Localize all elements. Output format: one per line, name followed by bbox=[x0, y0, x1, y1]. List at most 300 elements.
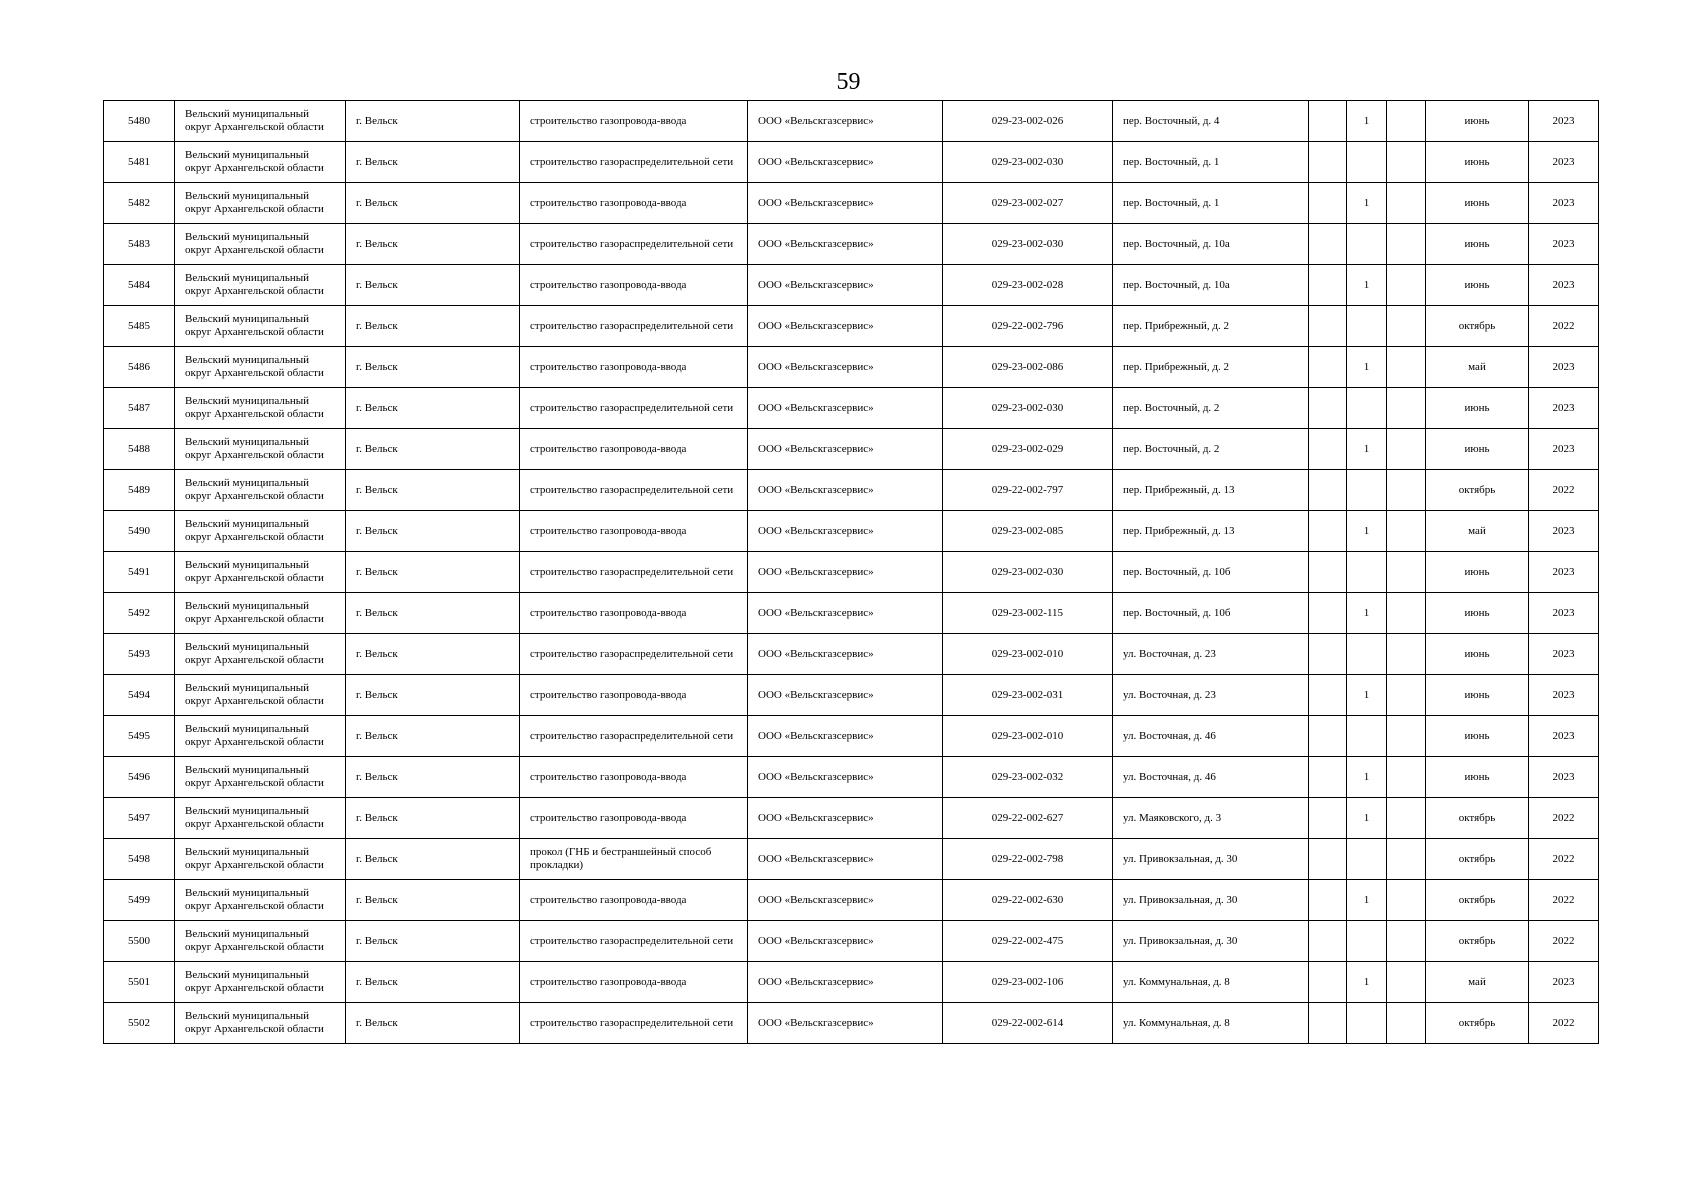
table-row bbox=[104, 142, 1599, 183]
table-row bbox=[104, 716, 1599, 757]
cell-count-3 bbox=[1387, 306, 1426, 347]
cell-code: 029-23-002-086 bbox=[943, 347, 1113, 388]
gas-works-table bbox=[103, 100, 1599, 1044]
cell-organization: ООО «Вельскгазсервис» bbox=[748, 839, 943, 880]
cell-number: 5500 bbox=[104, 921, 175, 962]
cell-month: октябрь bbox=[1426, 798, 1529, 839]
cell-count-1 bbox=[1309, 634, 1347, 675]
cell-organization: ООО «Вельскгазсервис» bbox=[748, 224, 943, 265]
cell-count-1 bbox=[1309, 511, 1347, 552]
cell-number: 5491 bbox=[104, 552, 175, 593]
cell-work-type: строительство газораспределительной сети bbox=[520, 634, 748, 675]
cell-work-type: строительство газопровода-ввода bbox=[520, 798, 748, 839]
cell-municipality: Вельский муниципальный округ Архангельской области bbox=[175, 183, 346, 224]
cell-work-type: строительство газопровода-ввода bbox=[520, 880, 748, 921]
table-row bbox=[104, 347, 1599, 388]
cell-address: пер. Восточный, д. 10а bbox=[1113, 265, 1309, 306]
cell-year: 2023 bbox=[1529, 552, 1599, 593]
cell-number: 5494 bbox=[104, 675, 175, 716]
cell-number: 5480 bbox=[104, 101, 175, 142]
cell-count-1 bbox=[1309, 224, 1347, 265]
cell-month: июнь bbox=[1426, 101, 1529, 142]
cell-count-3 bbox=[1387, 470, 1426, 511]
cell-number: 5490 bbox=[104, 511, 175, 552]
cell-organization: ООО «Вельскгазсервис» bbox=[748, 552, 943, 593]
cell-code: 029-23-002-106 bbox=[943, 962, 1113, 1003]
cell-count-1 bbox=[1309, 675, 1347, 716]
cell-count-1 bbox=[1309, 552, 1347, 593]
cell-month: июнь bbox=[1426, 593, 1529, 634]
cell-city: г. Вельск bbox=[346, 347, 520, 388]
cell-count-2: 1 bbox=[1347, 511, 1387, 552]
cell-month: октябрь bbox=[1426, 1003, 1529, 1044]
cell-count-3 bbox=[1387, 511, 1426, 552]
cell-count-2 bbox=[1347, 634, 1387, 675]
cell-organization: ООО «Вельскгазсервис» bbox=[748, 880, 943, 921]
cell-work-type: строительство газопровода-ввода bbox=[520, 675, 748, 716]
cell-organization: ООО «Вельскгазсервис» bbox=[748, 388, 943, 429]
cell-organization: ООО «Вельскгазсервис» bbox=[748, 511, 943, 552]
cell-count-3 bbox=[1387, 265, 1426, 306]
cell-municipality: Вельский муниципальный округ Архангельской области bbox=[175, 101, 346, 142]
cell-number: 5498 bbox=[104, 839, 175, 880]
cell-city: г. Вельск bbox=[346, 798, 520, 839]
table-row bbox=[104, 183, 1599, 224]
cell-count-2: 1 bbox=[1347, 429, 1387, 470]
cell-count-2 bbox=[1347, 1003, 1387, 1044]
cell-city: г. Вельск bbox=[346, 183, 520, 224]
cell-year: 2023 bbox=[1529, 142, 1599, 183]
cell-address: пер. Восточный, д. 10а bbox=[1113, 224, 1309, 265]
cell-number: 5486 bbox=[104, 347, 175, 388]
table-row bbox=[104, 880, 1599, 921]
cell-address: ул. Привокзальная, д. 30 bbox=[1113, 839, 1309, 880]
cell-code: 029-23-002-030 bbox=[943, 552, 1113, 593]
table-row bbox=[104, 962, 1599, 1003]
cell-count-3 bbox=[1387, 880, 1426, 921]
cell-count-3 bbox=[1387, 839, 1426, 880]
cell-month: июнь bbox=[1426, 634, 1529, 675]
cell-city: г. Вельск bbox=[346, 470, 520, 511]
table-row bbox=[104, 921, 1599, 962]
table-row bbox=[104, 675, 1599, 716]
cell-organization: ООО «Вельскгазсервис» bbox=[748, 183, 943, 224]
cell-address: пер. Прибрежный, д. 2 bbox=[1113, 347, 1309, 388]
cell-number: 5502 bbox=[104, 1003, 175, 1044]
table-row bbox=[104, 798, 1599, 839]
cell-municipality: Вельский муниципальный округ Архангельской области bbox=[175, 921, 346, 962]
cell-month: май bbox=[1426, 511, 1529, 552]
cell-work-type: строительство газораспределительной сети bbox=[520, 224, 748, 265]
cell-month: июнь bbox=[1426, 265, 1529, 306]
cell-year: 2023 bbox=[1529, 347, 1599, 388]
cell-city: г. Вельск bbox=[346, 716, 520, 757]
cell-address: пер. Восточный, д. 1 bbox=[1113, 183, 1309, 224]
cell-work-type: строительство газораспределительной сети bbox=[520, 1003, 748, 1044]
table-row bbox=[104, 429, 1599, 470]
cell-year: 2023 bbox=[1529, 101, 1599, 142]
cell-municipality: Вельский муниципальный округ Архангельской области bbox=[175, 429, 346, 470]
cell-code: 029-23-002-032 bbox=[943, 757, 1113, 798]
cell-address: пер. Прибрежный, д. 13 bbox=[1113, 511, 1309, 552]
cell-month: октябрь bbox=[1426, 306, 1529, 347]
cell-address: ул. Маяковского, д. 3 bbox=[1113, 798, 1309, 839]
cell-count-2 bbox=[1347, 839, 1387, 880]
cell-work-type: строительство газораспределительной сети bbox=[520, 552, 748, 593]
cell-work-type: строительство газораспределительной сети bbox=[520, 306, 748, 347]
cell-organization: ООО «Вельскгазсервис» bbox=[748, 962, 943, 1003]
cell-municipality: Вельский муниципальный округ Архангельской области bbox=[175, 593, 346, 634]
cell-work-type: строительство газопровода-ввода bbox=[520, 429, 748, 470]
table-row bbox=[104, 101, 1599, 142]
page-number: 59 bbox=[836, 69, 861, 95]
cell-code: 029-23-002-085 bbox=[943, 511, 1113, 552]
cell-organization: ООО «Вельскгазсервис» bbox=[748, 798, 943, 839]
cell-year: 2023 bbox=[1529, 183, 1599, 224]
table-row bbox=[104, 470, 1599, 511]
cell-organization: ООО «Вельскгазсервис» bbox=[748, 716, 943, 757]
cell-municipality: Вельский муниципальный округ Архангельской области bbox=[175, 839, 346, 880]
cell-year: 2023 bbox=[1529, 511, 1599, 552]
cell-city: г. Вельск bbox=[346, 1003, 520, 1044]
cell-municipality: Вельский муниципальный округ Архангельской области bbox=[175, 798, 346, 839]
cell-count-2: 1 bbox=[1347, 798, 1387, 839]
cell-code: 029-23-002-026 bbox=[943, 101, 1113, 142]
table-row bbox=[104, 265, 1599, 306]
cell-count-3 bbox=[1387, 675, 1426, 716]
cell-work-type: строительство газопровода-ввода bbox=[520, 183, 748, 224]
cell-work-type: строительство газопровода-ввода bbox=[520, 962, 748, 1003]
cell-municipality: Вельский муниципальный округ Архангельской области bbox=[175, 306, 346, 347]
cell-month: май bbox=[1426, 347, 1529, 388]
cell-count-3 bbox=[1387, 634, 1426, 675]
cell-address: пер. Восточный, д. 1 bbox=[1113, 142, 1309, 183]
cell-count-1 bbox=[1309, 388, 1347, 429]
cell-count-3 bbox=[1387, 716, 1426, 757]
cell-count-3 bbox=[1387, 388, 1426, 429]
cell-city: г. Вельск bbox=[346, 593, 520, 634]
cell-city: г. Вельск bbox=[346, 224, 520, 265]
cell-city: г. Вельск bbox=[346, 675, 520, 716]
cell-count-3 bbox=[1387, 1003, 1426, 1044]
cell-count-1 bbox=[1309, 839, 1347, 880]
cell-count-2: 1 bbox=[1347, 962, 1387, 1003]
cell-city: г. Вельск bbox=[346, 962, 520, 1003]
cell-number: 5497 bbox=[104, 798, 175, 839]
cell-month: июнь bbox=[1426, 757, 1529, 798]
cell-work-type: строительство газораспределительной сети bbox=[520, 388, 748, 429]
cell-organization: ООО «Вельскгазсервис» bbox=[748, 757, 943, 798]
cell-address: пер. Восточный, д. 10б bbox=[1113, 593, 1309, 634]
table-row bbox=[104, 388, 1599, 429]
cell-municipality: Вельский муниципальный округ Архангельской области bbox=[175, 1003, 346, 1044]
cell-count-2 bbox=[1347, 388, 1387, 429]
cell-municipality: Вельский муниципальный округ Архангельской области bbox=[175, 142, 346, 183]
cell-count-1 bbox=[1309, 429, 1347, 470]
cell-year: 2023 bbox=[1529, 265, 1599, 306]
cell-address: ул. Восточная, д. 23 bbox=[1113, 675, 1309, 716]
cell-year: 2022 bbox=[1529, 880, 1599, 921]
cell-year: 2023 bbox=[1529, 634, 1599, 675]
cell-work-type: строительство газораспределительной сети bbox=[520, 142, 748, 183]
cell-municipality: Вельский муниципальный округ Архангельской области bbox=[175, 511, 346, 552]
cell-municipality: Вельский муниципальный округ Архангельской области bbox=[175, 757, 346, 798]
cell-city: г. Вельск bbox=[346, 757, 520, 798]
cell-address: ул. Привокзальная, д. 30 bbox=[1113, 880, 1309, 921]
cell-year: 2022 bbox=[1529, 921, 1599, 962]
cell-work-type: прокол (ГНБ и бестраншейный способ прокладки) bbox=[520, 839, 748, 880]
cell-city: г. Вельск bbox=[346, 388, 520, 429]
cell-year: 2023 bbox=[1529, 675, 1599, 716]
cell-code: 029-23-002-027 bbox=[943, 183, 1113, 224]
cell-code: 029-23-002-010 bbox=[943, 634, 1113, 675]
cell-number: 5484 bbox=[104, 265, 175, 306]
cell-year: 2023 bbox=[1529, 962, 1599, 1003]
cell-count-3 bbox=[1387, 347, 1426, 388]
cell-address: пер. Восточный, д. 10б bbox=[1113, 552, 1309, 593]
cell-organization: ООО «Вельскгазсервис» bbox=[748, 306, 943, 347]
cell-organization: ООО «Вельскгазсервис» bbox=[748, 675, 943, 716]
cell-address: ул. Восточная, д. 46 bbox=[1113, 716, 1309, 757]
cell-code: 029-23-002-030 bbox=[943, 142, 1113, 183]
table-row bbox=[104, 1003, 1599, 1044]
cell-code: 029-23-002-031 bbox=[943, 675, 1113, 716]
cell-count-3 bbox=[1387, 798, 1426, 839]
cell-municipality: Вельский муниципальный округ Архангельской области bbox=[175, 634, 346, 675]
cell-month: июнь bbox=[1426, 183, 1529, 224]
cell-year: 2023 bbox=[1529, 757, 1599, 798]
cell-month: октябрь bbox=[1426, 921, 1529, 962]
cell-month: октябрь bbox=[1426, 470, 1529, 511]
cell-number: 5483 bbox=[104, 224, 175, 265]
cell-count-1 bbox=[1309, 470, 1347, 511]
cell-address: ул. Коммунальная, д. 8 bbox=[1113, 962, 1309, 1003]
cell-count-2 bbox=[1347, 552, 1387, 593]
cell-work-type: строительство газопровода-ввода bbox=[520, 265, 748, 306]
cell-count-2: 1 bbox=[1347, 183, 1387, 224]
cell-address: ул. Привокзальная, д. 30 bbox=[1113, 921, 1309, 962]
cell-number: 5482 bbox=[104, 183, 175, 224]
cell-count-1 bbox=[1309, 101, 1347, 142]
cell-year: 2023 bbox=[1529, 224, 1599, 265]
cell-address: пер. Восточный, д. 2 bbox=[1113, 429, 1309, 470]
cell-number: 5495 bbox=[104, 716, 175, 757]
cell-city: г. Вельск bbox=[346, 265, 520, 306]
cell-city: г. Вельск bbox=[346, 429, 520, 470]
cell-municipality: Вельский муниципальный округ Архангельской области bbox=[175, 347, 346, 388]
cell-organization: ООО «Вельскгазсервис» bbox=[748, 470, 943, 511]
cell-municipality: Вельский муниципальный округ Архангельской области bbox=[175, 224, 346, 265]
cell-code: 029-22-002-796 bbox=[943, 306, 1113, 347]
table-row bbox=[104, 306, 1599, 347]
cell-count-1 bbox=[1309, 757, 1347, 798]
cell-number: 5481 bbox=[104, 142, 175, 183]
cell-count-2 bbox=[1347, 142, 1387, 183]
cell-count-1 bbox=[1309, 1003, 1347, 1044]
cell-count-1 bbox=[1309, 183, 1347, 224]
cell-organization: ООО «Вельскгазсервис» bbox=[748, 265, 943, 306]
cell-city: г. Вельск bbox=[346, 921, 520, 962]
cell-count-2: 1 bbox=[1347, 880, 1387, 921]
cell-year: 2022 bbox=[1529, 839, 1599, 880]
cell-year: 2022 bbox=[1529, 470, 1599, 511]
cell-count-3 bbox=[1387, 921, 1426, 962]
cell-work-type: строительство газораспределительной сети bbox=[520, 921, 748, 962]
cell-count-3 bbox=[1387, 183, 1426, 224]
cell-code: 029-23-002-029 bbox=[943, 429, 1113, 470]
cell-code: 029-23-002-030 bbox=[943, 388, 1113, 429]
cell-organization: ООО «Вельскгазсервис» bbox=[748, 921, 943, 962]
cell-month: октябрь bbox=[1426, 880, 1529, 921]
cell-count-2: 1 bbox=[1347, 675, 1387, 716]
cell-month: июнь bbox=[1426, 388, 1529, 429]
cell-count-1 bbox=[1309, 265, 1347, 306]
cell-city: г. Вельск bbox=[346, 880, 520, 921]
cell-number: 5485 bbox=[104, 306, 175, 347]
cell-code: 029-22-002-630 bbox=[943, 880, 1113, 921]
cell-count-2: 1 bbox=[1347, 593, 1387, 634]
cell-city: г. Вельск bbox=[346, 552, 520, 593]
cell-number: 5493 bbox=[104, 634, 175, 675]
cell-month: июнь bbox=[1426, 429, 1529, 470]
table-row bbox=[104, 634, 1599, 675]
cell-count-3 bbox=[1387, 552, 1426, 593]
table-body bbox=[104, 101, 1599, 1044]
cell-address: ул. Коммунальная, д. 8 bbox=[1113, 1003, 1309, 1044]
table-row bbox=[104, 839, 1599, 880]
table-row bbox=[104, 593, 1599, 634]
cell-count-3 bbox=[1387, 757, 1426, 798]
cell-number: 5488 bbox=[104, 429, 175, 470]
cell-count-1 bbox=[1309, 962, 1347, 1003]
cell-work-type: строительство газораспределительной сети bbox=[520, 716, 748, 757]
cell-count-2: 1 bbox=[1347, 101, 1387, 142]
cell-year: 2023 bbox=[1529, 429, 1599, 470]
cell-municipality: Вельский муниципальный округ Архангельской области bbox=[175, 716, 346, 757]
cell-count-3 bbox=[1387, 593, 1426, 634]
cell-municipality: Вельский муниципальный округ Архангельской области bbox=[175, 552, 346, 593]
cell-number: 5496 bbox=[104, 757, 175, 798]
cell-count-1 bbox=[1309, 880, 1347, 921]
cell-count-3 bbox=[1387, 962, 1426, 1003]
cell-number: 5489 bbox=[104, 470, 175, 511]
cell-city: г. Вельск bbox=[346, 511, 520, 552]
cell-count-1 bbox=[1309, 306, 1347, 347]
cell-address: пер. Восточный, д. 4 bbox=[1113, 101, 1309, 142]
cell-count-3 bbox=[1387, 224, 1426, 265]
cell-organization: ООО «Вельскгазсервис» bbox=[748, 142, 943, 183]
cell-count-2 bbox=[1347, 470, 1387, 511]
cell-count-2 bbox=[1347, 306, 1387, 347]
cell-organization: ООО «Вельскгазсервис» bbox=[748, 347, 943, 388]
cell-number: 5492 bbox=[104, 593, 175, 634]
cell-year: 2023 bbox=[1529, 593, 1599, 634]
cell-code: 029-23-002-010 bbox=[943, 716, 1113, 757]
cell-month: июнь bbox=[1426, 142, 1529, 183]
cell-count-1 bbox=[1309, 798, 1347, 839]
cell-organization: ООО «Вельскгазсервис» bbox=[748, 429, 943, 470]
cell-code: 029-22-002-797 bbox=[943, 470, 1113, 511]
cell-year: 2022 bbox=[1529, 306, 1599, 347]
cell-count-2: 1 bbox=[1347, 347, 1387, 388]
cell-number: 5501 bbox=[104, 962, 175, 1003]
cell-work-type: строительство газопровода-ввода bbox=[520, 511, 748, 552]
cell-work-type: строительство газопровода-ввода bbox=[520, 347, 748, 388]
table-row bbox=[104, 757, 1599, 798]
cell-count-1 bbox=[1309, 593, 1347, 634]
cell-city: г. Вельск bbox=[346, 839, 520, 880]
cell-count-1 bbox=[1309, 347, 1347, 388]
cell-month: май bbox=[1426, 962, 1529, 1003]
cell-code: 029-22-002-627 bbox=[943, 798, 1113, 839]
cell-city: г. Вельск bbox=[346, 101, 520, 142]
table-row bbox=[104, 511, 1599, 552]
cell-work-type: строительство газопровода-ввода bbox=[520, 101, 748, 142]
cell-code: 029-23-002-028 bbox=[943, 265, 1113, 306]
cell-address: ул. Восточная, д. 46 bbox=[1113, 757, 1309, 798]
table-row bbox=[104, 552, 1599, 593]
cell-organization: ООО «Вельскгазсервис» bbox=[748, 101, 943, 142]
cell-count-2 bbox=[1347, 921, 1387, 962]
cell-count-3 bbox=[1387, 101, 1426, 142]
cell-count-2: 1 bbox=[1347, 757, 1387, 798]
cell-count-1 bbox=[1309, 716, 1347, 757]
cell-number: 5487 bbox=[104, 388, 175, 429]
cell-month: октябрь bbox=[1426, 839, 1529, 880]
cell-municipality: Вельский муниципальный округ Архангельской области bbox=[175, 962, 346, 1003]
cell-address: пер. Прибрежный, д. 2 bbox=[1113, 306, 1309, 347]
cell-count-1 bbox=[1309, 142, 1347, 183]
cell-city: г. Вельск bbox=[346, 634, 520, 675]
cell-municipality: Вельский муниципальный округ Архангельской области bbox=[175, 388, 346, 429]
cell-address: ул. Восточная, д. 23 bbox=[1113, 634, 1309, 675]
cell-work-type: строительство газораспределительной сети bbox=[520, 470, 748, 511]
cell-code: 029-23-002-030 bbox=[943, 224, 1113, 265]
cell-number: 5499 bbox=[104, 880, 175, 921]
cell-municipality: Вельский муниципальный округ Архангельской области bbox=[175, 675, 346, 716]
cell-count-1 bbox=[1309, 921, 1347, 962]
cell-work-type: строительство газопровода-ввода bbox=[520, 757, 748, 798]
cell-year: 2023 bbox=[1529, 388, 1599, 429]
cell-work-type: строительство газопровода-ввода bbox=[520, 593, 748, 634]
cell-address: пер. Восточный, д. 2 bbox=[1113, 388, 1309, 429]
cell-city: г. Вельск bbox=[346, 142, 520, 183]
cell-month: июнь bbox=[1426, 552, 1529, 593]
cell-municipality: Вельский муниципальный округ Архангельской области bbox=[175, 880, 346, 921]
cell-count-2: 1 bbox=[1347, 265, 1387, 306]
cell-count-3 bbox=[1387, 429, 1426, 470]
cell-organization: ООО «Вельскгазсервис» bbox=[748, 593, 943, 634]
cell-month: июнь bbox=[1426, 675, 1529, 716]
cell-organization: ООО «Вельскгазсервис» bbox=[748, 634, 943, 675]
cell-code: 029-22-002-475 bbox=[943, 921, 1113, 962]
cell-month: июнь bbox=[1426, 716, 1529, 757]
cell-month: июнь bbox=[1426, 224, 1529, 265]
cell-count-3 bbox=[1387, 142, 1426, 183]
cell-year: 2022 bbox=[1529, 798, 1599, 839]
cell-address: пер. Прибрежный, д. 13 bbox=[1113, 470, 1309, 511]
cell-organization: ООО «Вельскгазсервис» bbox=[748, 1003, 943, 1044]
cell-city: г. Вельск bbox=[346, 306, 520, 347]
cell-year: 2023 bbox=[1529, 716, 1599, 757]
cell-code: 029-22-002-798 bbox=[943, 839, 1113, 880]
cell-year: 2022 bbox=[1529, 1003, 1599, 1044]
cell-municipality: Вельский муниципальный округ Архангельской области bbox=[175, 470, 346, 511]
cell-code: 029-23-002-115 bbox=[943, 593, 1113, 634]
table-row bbox=[104, 224, 1599, 265]
cell-code: 029-22-002-614 bbox=[943, 1003, 1113, 1044]
cell-municipality: Вельский муниципальный округ Архангельской области bbox=[175, 265, 346, 306]
